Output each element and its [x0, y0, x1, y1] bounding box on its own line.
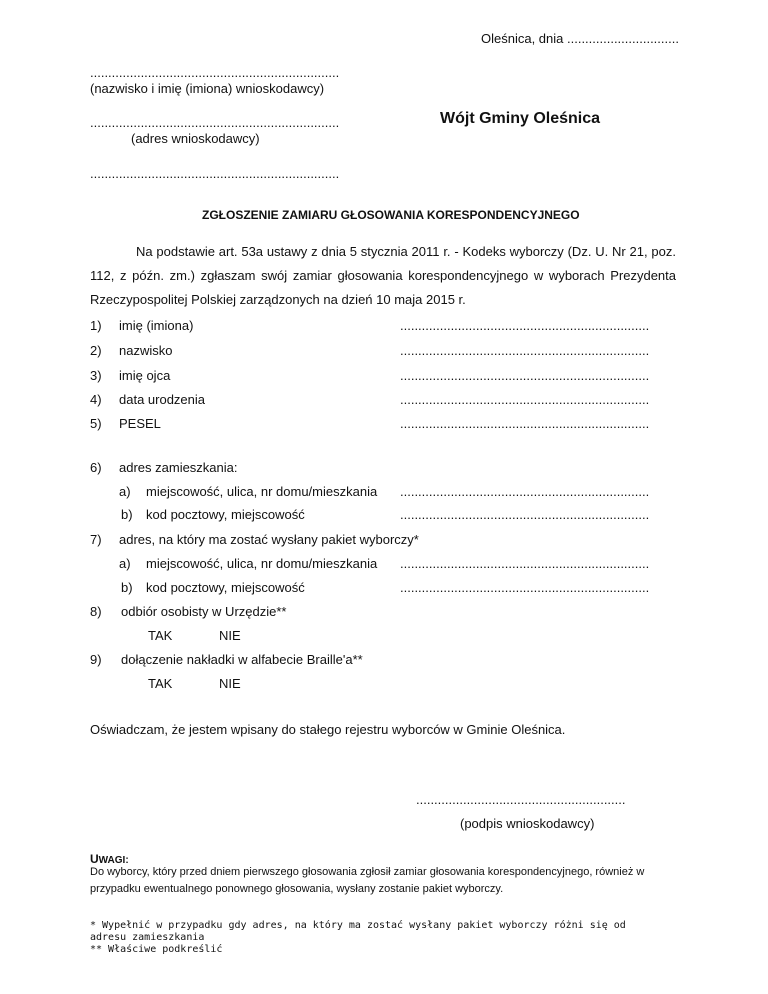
fill-field-dots: .....................................................................	[400, 392, 650, 407]
footnote-underline: ** Właściwe podkreślić	[90, 944, 223, 955]
recipient: Wójt Gminy Oleśnica	[440, 110, 601, 127]
subitem-number: b)	[121, 507, 133, 522]
applicant-name-label: (nazwisko i imię (imiona) wnioskodawcy)	[90, 81, 325, 96]
item-number: 7)	[90, 532, 102, 547]
fill-field-dots: .....................................................................	[400, 318, 650, 333]
item-label: PESEL	[119, 416, 161, 431]
applicant-address-dots: .....................................................................	[90, 115, 340, 130]
subitem-label: miejscowość, ulica, nr domu/mieszkania	[146, 556, 378, 571]
intro-paragraph	[90, 240, 676, 312]
item-label: adres zamieszkania:	[119, 460, 238, 475]
document-title: ZGŁOSZENIE ZAMIARU GŁOSOWANIA KORESPONDENCYJNEGO	[202, 208, 580, 222]
notes-heading-initial: U	[90, 852, 99, 866]
place-date-line: Oleśnica, dnia ...............................	[481, 31, 679, 46]
item-number: 6)	[90, 460, 102, 475]
fill-field-dots: .....................................................................	[400, 343, 650, 358]
signature-label: (podpis wnioskodawcy)	[460, 816, 595, 831]
option-yes[interactable]: TAK	[148, 676, 173, 691]
subitem-number: a)	[119, 556, 131, 571]
fill-field-dots: .....................................................................	[400, 416, 650, 431]
item-number: 8)	[90, 604, 102, 619]
subitem-number: b)	[121, 580, 133, 595]
fill-field-dots: .....................................................................	[400, 580, 650, 595]
item-label: data urodzenia	[119, 392, 206, 407]
item-number: 1)	[90, 318, 102, 333]
item-number: 9)	[90, 652, 102, 667]
item-number: 5)	[90, 416, 102, 431]
subitem-label: kod pocztowy, miejscowość	[146, 580, 305, 595]
declaration: Oświadczam, że jestem wpisany do stałego rejestru wyborców w Gminie Oleśnica.	[90, 722, 566, 737]
item-label: imię (imiona)	[119, 318, 194, 333]
intro-text: Na podstawie art. 53a ustawy z dnia 5 stycznia 2011 r. - Kodeks wyborczy (Dz. U. Nr 21, poz. 112, z późn. zm.) zgłaszam swój zamiar głosowania korespondencyjnego w wyborach Prezydenta Rzeczypospolitej Polskiej zarządzonych na dzień 10 maja 2015 r.	[90, 244, 676, 307]
applicant-extra-dots: .....................................................................	[90, 166, 340, 181]
subitem-number: a)	[119, 484, 131, 499]
item-number: 2)	[90, 343, 102, 358]
item-label: adres, na który ma zostać wysłany pakiet wyborczy*	[119, 532, 419, 547]
applicant-name-dots: .....................................................................	[90, 65, 340, 80]
item-label: imię ojca	[119, 368, 171, 383]
item-label: dołączenie nakładki w alfabecie Braille'a**	[121, 652, 363, 667]
fill-field-dots: .....................................................................	[400, 484, 650, 499]
notes-heading-rest: WAGI:	[98, 855, 129, 866]
option-no[interactable]: NIE	[219, 676, 241, 691]
footnote-address: * Wypełnić w przypadku gdy adres, na który ma zostać wysłany pakiet wyborczy różni się od adresu zamieszkania	[90, 920, 626, 943]
fill-field-dots: .....................................................................	[400, 368, 650, 383]
fill-field-dots: .....................................................................	[400, 556, 650, 571]
item-number: 4)	[90, 392, 102, 407]
item-label: nazwisko	[119, 343, 173, 358]
item-label: odbiór osobisty w Urzędzie**	[121, 604, 287, 619]
fill-field-dots: .....................................................................	[400, 507, 650, 522]
subitem-label: kod pocztowy, miejscowość	[146, 507, 305, 522]
option-no[interactable]: NIE	[219, 628, 241, 643]
applicant-address-label: (adres wnioskodawcy)	[131, 131, 260, 146]
notes-text: Do wyborcy, który przed dniem pierwszego głosowania zgłosił zamiar głosowania korespondencyjnego, również w przypadku ewentualnego ponownego głosowania, wysłany zostanie pakiet wyborczy.	[90, 866, 645, 895]
subitem-label: miejscowość, ulica, nr domu/mieszkania	[146, 484, 378, 499]
signature-dots: ..........................................................	[416, 792, 626, 807]
item-number: 3)	[90, 368, 102, 383]
option-yes[interactable]: TAK	[148, 628, 173, 643]
